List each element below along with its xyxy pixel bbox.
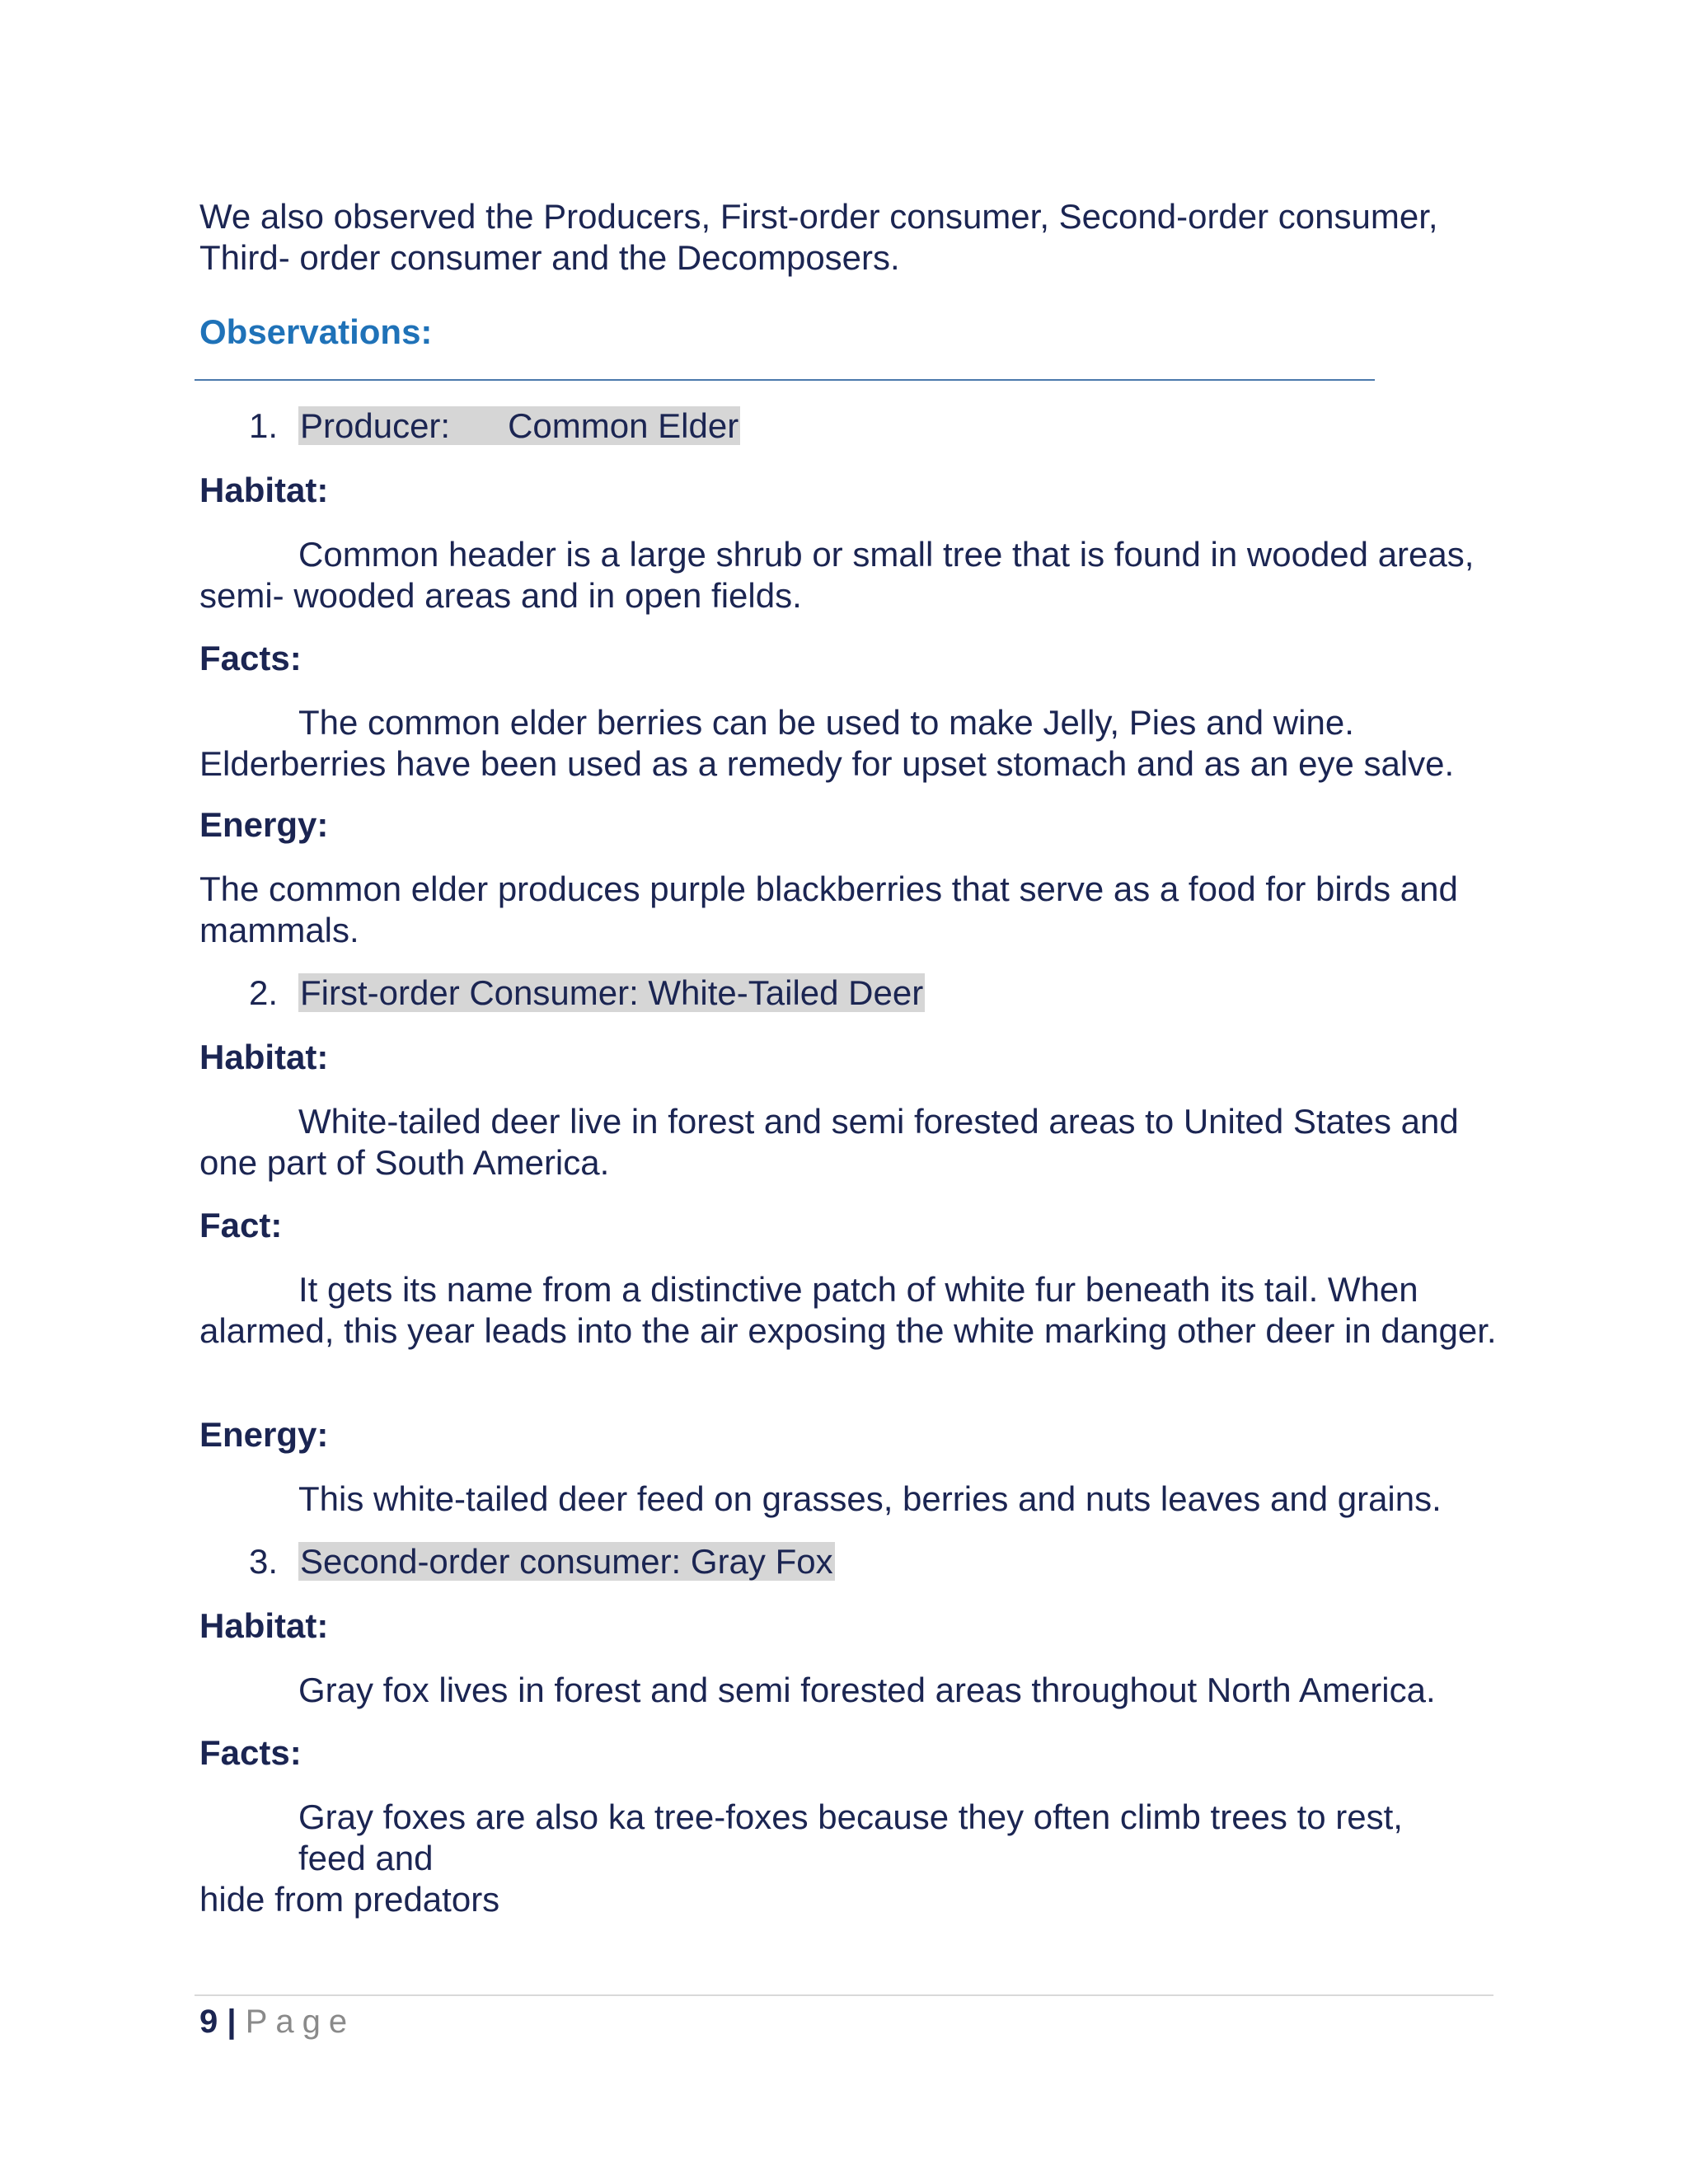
heading-underline (195, 379, 1375, 381)
list-item-title: First-order Consumer: White-Tailed Deer (300, 973, 924, 1012)
list-number: 1. (249, 406, 279, 445)
facts-label: Facts: (199, 1733, 302, 1772)
energy-text: The common elder produces purple blackberries that serve as a food for birds and mammals. (199, 869, 1458, 949)
habitat-text: White-tailed deer live in forest and semi forested areas to United States and one part of South America. (199, 1102, 1459, 1182)
habitat-label: Habitat: (199, 471, 329, 509)
habitat-text: Gray fox lives in forest and semi forested areas throughout North America. (298, 1671, 1436, 1709)
intro-paragraph: We also observed the Producers, First-order consumer, Second-order consumer, Third- order consumer and the Decomposers. (199, 197, 1438, 277)
facts-text-line-1: Gray foxes are also ka tree-foxes because they often climb trees to rest, (298, 1797, 1403, 1836)
facts-text-line-3: hide from predators (199, 1880, 500, 1919)
habitat-text: Common header is a large shrub or small tree that is found in wooded areas, semi- wooded areas and in open fields. (199, 535, 1475, 615)
energy-text: This white-tailed deer feed on grasses, berries and nuts leaves and grains. (298, 1479, 1442, 1518)
page-word: Page (245, 2004, 356, 2040)
facts-text-line-2: feed and (298, 1839, 434, 1877)
habitat-label: Habitat: (199, 1606, 329, 1645)
fact-label: Fact: (199, 1206, 283, 1244)
fact-text: It gets its name from a distinctive patch of white fur beneath its tail. When alarmed, this year leads into the air exposing the white marking other deer in danger. (199, 1270, 1497, 1350)
facts-text: The common elder berries can be used to make Jelly, Pies and wine. Elderberries have been used as a remedy for upset stomach and as an eye salve. (199, 703, 1455, 783)
energy-label: Energy: (199, 805, 329, 844)
list-item-producer (249, 405, 740, 447)
facts-label: Facts: (199, 639, 302, 677)
list-item-second-order-consumer (249, 1541, 835, 1582)
footer-divider (195, 1994, 1493, 1996)
list-item-title: Producer: Common Elder (300, 406, 739, 445)
list-item-title: Second-order consumer: Gray Fox (300, 1542, 833, 1581)
footer-separator: | (227, 2004, 237, 2040)
page-footer (199, 2001, 355, 2042)
page-number: 9 (199, 2004, 218, 2040)
observations-heading: Observations: (199, 312, 433, 351)
energy-label: Energy: (199, 1415, 329, 1454)
list-item-first-order-consumer (249, 972, 925, 1014)
habitat-label: Habitat: (199, 1038, 329, 1076)
list-number: 2. (249, 973, 279, 1012)
list-number: 3. (249, 1542, 279, 1581)
